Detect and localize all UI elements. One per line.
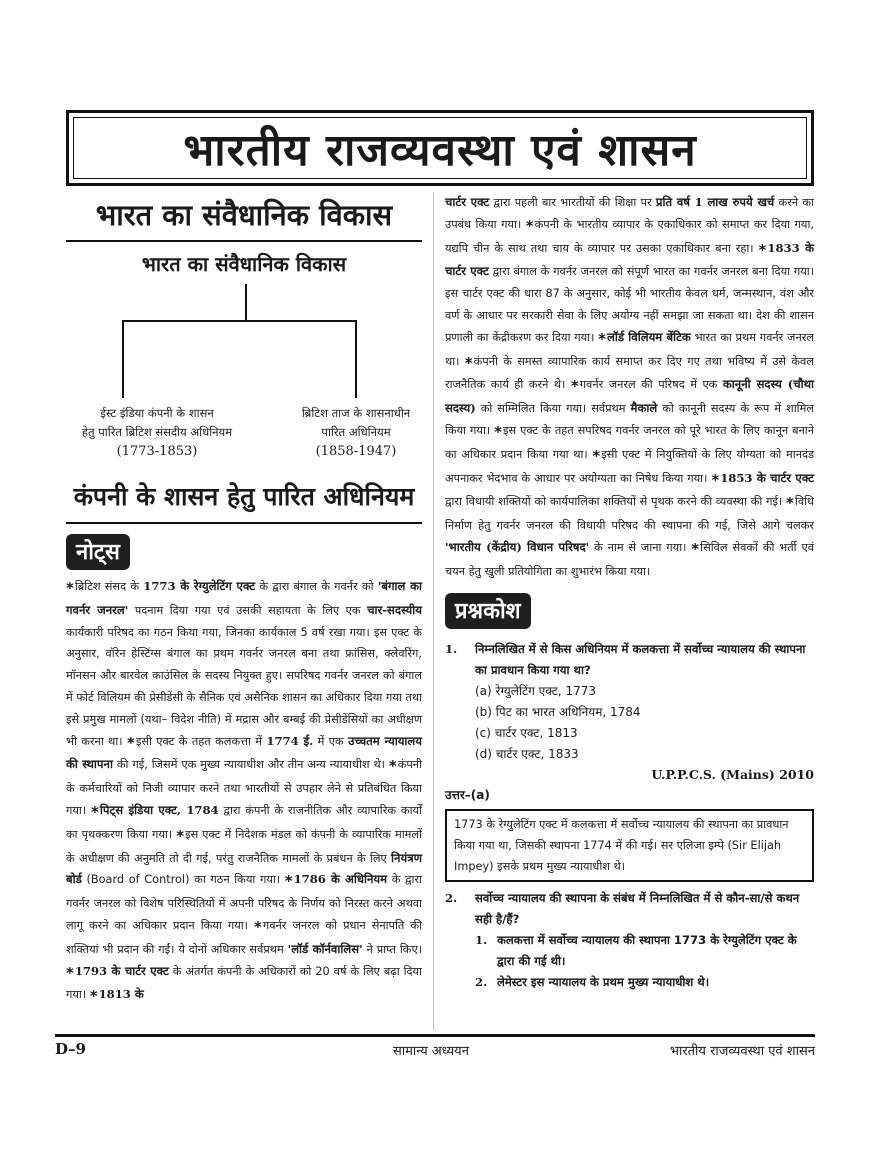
- text: द्वारा पहली बार भारतीयों की शिक्षा पर: [489, 196, 656, 209]
- option-b: (b) पिट का भारत अधिनियम, 1784: [475, 704, 641, 719]
- tree-right-drop-line: [355, 320, 357, 398]
- text: ने प्राप्त किए।: [362, 942, 422, 956]
- leaf-line: पारित अधिनियम: [321, 425, 391, 439]
- text: इस एक्ट में निदेशक मंडल को कंपनी के व्यापारिक मामलों के अधीक्षण की अनुमति तो दी गई, परंतु राजनैतिक मामलों के प्रबंधन के लिए: [66, 827, 422, 865]
- leaf-line: हेतु पारित ब्रिटिश संसदीय अधिनियम: [81, 425, 233, 439]
- highlight: 1853 के चार्टर एक्ट: [720, 470, 814, 485]
- bullet-star: *: [786, 494, 794, 513]
- text: करने का उपबंध किया गया।: [445, 196, 814, 231]
- statement-text: कलकत्ता में सर्वोच्च न्यायालय की स्थापना 1773 के रेग्युलेटिंग एक्ट के द्वारा की गई थी।: [497, 932, 797, 968]
- highlight: 1774 ई.: [266, 733, 314, 748]
- text: के नाम से जाना गया।: [589, 540, 692, 554]
- highlight: 'बंगाल का गवर्नर जनरल': [66, 579, 422, 617]
- highlight: 1793 के चार्टर एक्ट: [74, 963, 169, 978]
- option-d: (d) चार्टर एक्ट, 1833: [475, 746, 579, 761]
- text: द्वारा विधायी शक्तियों को कार्यपालिका शक्तियों से पृथक करने की व्यवस्था की गई।: [445, 495, 787, 509]
- text: को कानूनी सदस्य के रूप में शामिल किया गया।: [445, 402, 815, 437]
- highlight: 'लॉर्ड कॉर्नवालिस': [287, 941, 363, 956]
- text: इस एक्ट के तहत सपरिषद गवर्नर जनरल को पूरे भारत के लिए कानून बनाने का अधिकार प्रदान किया गया था।: [445, 423, 814, 461]
- text: के द्वारा बंगाल के गवर्नर को: [255, 580, 378, 593]
- highlight: मैकाले: [630, 401, 658, 416]
- page-title: भारतीय राजव्यवस्था एवं शासन: [183, 125, 697, 176]
- text: भारत का प्रथम गवर्नर जनरल था।: [445, 330, 814, 368]
- highlight: 'भारतीय (केंद्रीय) विधान परिषद': [445, 539, 590, 554]
- text: कार्यकारी परिषद का गठन किया गया, जिनका कार्यकाल 5 वर्ष रखा गया। इस एक्ट के अनुसार, वॉरेन हेस्टिंग्स बंगाल का प्रथम गवर्नर जनरल बना तथा फ्रांसिस, क्लेवरिंग, मॉनसन और बारवेल काउंसिल के सदस्य नियुक्त हुए। सपरिषद गवर्नर जनरल को बंगाल में फोर्ट विलियम की प्रेसीडेंसी के सैनिक एवं असैनिक शासन का अधिकार दिया गया तथा इसे प्रमुख मामलों (यथा– विदेश नीति) में मद्रास और बम्बई की प्रेसीडेंसियों का अधीक्षण भी करना था।: [66, 625, 422, 748]
- tree-stem-line: [245, 284, 247, 320]
- highlight: लॉर्ड विलियम बेंटिक: [607, 329, 691, 344]
- bullet-star: *: [592, 446, 601, 465]
- question-1: [445, 639, 814, 681]
- text: इसी एक्ट के तहत कलकत्ता में: [135, 734, 267, 748]
- column-divider: [433, 192, 434, 1030]
- question-1-options: [475, 681, 814, 765]
- footer-rule: [55, 1034, 815, 1037]
- tree-left-drop-line: [122, 320, 124, 398]
- highlight: चार्टर एक्ट: [445, 195, 490, 209]
- bullet-star: *: [284, 872, 293, 891]
- bullet-star: *: [570, 377, 579, 396]
- highlight: 1833 के चार्टर एक्ट: [445, 240, 814, 279]
- question-source: U.P.P.C.S. (Mains) 2010: [651, 766, 814, 782]
- question-2: [445, 888, 814, 930]
- option-c: (c) चार्टर एक्ट, 1813: [475, 725, 578, 740]
- text: सिविल सेवकों की भर्ती एवं चयन हेतु खुली प्रतियोगिता का शुभारंभ किया गया।: [445, 540, 814, 578]
- leaf-years: (1773-1853): [116, 444, 198, 459]
- statement-text: लेमेस्टर इस न्यायालय के प्रथम मुख्य न्यायाधीश थे।: [497, 974, 710, 989]
- tree-leaf-company-acts: [62, 404, 252, 461]
- tree-root-label: भारत का संवैधानिक विकास: [141, 252, 347, 276]
- text: में एक: [313, 734, 349, 748]
- notes-paragraph: [66, 576, 422, 1008]
- left-column: [66, 192, 422, 1008]
- question-text: निम्नलिखित में से किस अधिनियम में कलकत्ता में सर्वोच्च न्यायालय की स्थापना का प्रावधान किया गया था?: [475, 641, 806, 677]
- bullet-star: *: [126, 733, 135, 752]
- text: गवर्नर जनरल को प्रधान सेनापति की शक्तियां भी प्रदान की गईं। ये दोनों अधिकार सर्वप्रथम: [66, 918, 422, 956]
- page-title-inner-border: [73, 117, 807, 179]
- text: के अंतर्गत कंपनी के अधिकारों को 20 वर्ष के लिए बढ़ा दिया गया।: [66, 964, 422, 1002]
- bullet-star: *: [598, 329, 606, 348]
- highlight: 1773 के रेग्युलेटिंग एक्ट: [143, 579, 256, 593]
- leaf-line: ब्रिटिश ताज के शासनाधीन: [301, 406, 411, 420]
- bullet-star: *: [89, 987, 98, 1006]
- subsection-title: कंपनी के शासन हेतु पारित अधिनियम: [66, 474, 422, 524]
- text: के द्वारा गवर्नर जनरल को विशेष परिस्थितियों में अपनी परिषद के निर्णय को निरस्त करने अथवा लागू करने का अधिकार प्रदान किया गया।: [66, 873, 423, 932]
- leaf-line: ईस्ट इंडिया कंपनी के शासन: [100, 406, 214, 420]
- option-a: (a) रेग्युलेटिंग एक्ट, 1773: [475, 683, 597, 698]
- tree-leaf-crown-acts: [276, 404, 436, 461]
- text: इसी एक्ट में नियुक्तियों के लिए योग्यता को मानदंड अपनाकर भेदभाव के आधार पर अयोग्यता का निषेध किया गया।: [445, 447, 815, 485]
- text: विधि निर्माण हेतु गवर्नर जनरल की विधायी परिषद की स्थापना की गई, जिसे आगे चलकर: [445, 495, 814, 533]
- highlight: 1786 के अधिनियम: [293, 872, 388, 887]
- highlight: पिट्स इंडिया एक्ट, 1784: [99, 802, 219, 817]
- question-bank-badge: प्रश्नकोश: [445, 593, 531, 629]
- bullet-star: *: [525, 216, 534, 235]
- page-footer: [55, 1040, 815, 1062]
- text: गवर्नर जनरल की परिषद में एक: [579, 378, 723, 392]
- highlight: कानूनी सदस्य (चौथा सदस्य): [445, 377, 814, 416]
- right-column: [445, 192, 814, 993]
- bullet-star: *: [66, 963, 74, 982]
- text: को सम्मिलित किया गया। सर्वप्रथम: [475, 402, 631, 416]
- statement-2: [475, 972, 814, 993]
- highlight: उच्चतम न्यायालय की स्थापना: [66, 733, 423, 772]
- notes-paragraph-continued: [445, 192, 814, 583]
- notes-badge: नोट्स: [66, 534, 130, 570]
- bullet-star: *: [758, 240, 767, 259]
- bullet-star: *: [464, 353, 473, 372]
- footer-chapter: भारतीय राजव्यवस्था एवं शासन: [669, 1044, 815, 1059]
- text: कंपनी के समस्त व्यापारिक कार्य समाप्त कर दिए गए तथा भविष्य में उसे केवल राजनैतिक कार्य ही करने थे।: [445, 354, 814, 392]
- text: द्वारा बंगाल के गवर्नर जनरल को संपूर्ण भारत का गवर्नर जनरल बना दिया गया। इस चार्टर एक्ट की धारा 87 के अनुसार, कोई भी भारतीय केवल धर्म, जन्मस्थान, वंश और वर्ण के आधार पर सरकारी सेवा के लिए अयोग्य नहीं समझा जा सकता था। देश की शासन प्रणाली का केंद्रीकरण कर दिया गया।: [445, 265, 815, 344]
- text: द्वारा कंपनी के राजनीतिक और व्यापारिक कार्यों का पृथक्करण किया गया।: [66, 803, 422, 841]
- bullet-star: *: [388, 757, 397, 776]
- text: कंपनी के भारतीय व्यापार के एकाधिकार को समाप्त कर दिया गया, यद्यपि चीन के साथ तथा चाय के व्यापार पर उसका एकाधिकार बना रहा।: [445, 217, 814, 255]
- bullet-star: *: [91, 802, 99, 821]
- section-title: भारत का संवैधानिक विकास: [66, 192, 422, 242]
- bullet-star: *: [254, 917, 262, 936]
- highlight: नियंत्रण बोर्ड: [66, 850, 422, 887]
- text: कंपनी के कर्मचारियों को निजी व्यापार करने तथा भारतीयों से उपहार लेने से प्रतिबंधित किया गया।: [66, 758, 423, 817]
- bullet-star: *: [176, 826, 185, 845]
- highlight: 1813 के: [98, 987, 144, 1002]
- page-title-box: [66, 110, 814, 186]
- highlight: चार-सदस्यीय: [367, 602, 422, 617]
- leaf-years: (1858-1947): [315, 444, 397, 459]
- tree-branch-line: [122, 320, 356, 322]
- text: की गई, जिसमें एक मुख्य न्यायाधीश और तीन अन्य न्यायाधीश थे।: [112, 758, 389, 772]
- page-number: D–9: [55, 1040, 86, 1058]
- bullet-star: *: [711, 470, 720, 489]
- statement-number: 1.: [475, 932, 488, 947]
- evolution-tree-diagram: [66, 242, 422, 474]
- bullet-star: *: [494, 422, 502, 441]
- answer-label: उत्तर–(a): [445, 787, 490, 802]
- question-number: 1.: [445, 641, 458, 656]
- footer-subject: सामान्य अध्ययन: [393, 1044, 469, 1059]
- question-number: 2.: [445, 890, 458, 905]
- question-text: सर्वोच्च न्यायालय की स्थापना के संबंध में निम्नलिखित में से कौन-सा/से कथन सही है/हैं?: [475, 890, 800, 926]
- text: (Board of Control) का गठन किया गया।: [81, 873, 285, 887]
- text: पदनाम दिया गया एवं उसकी सहायता के लिए एक: [128, 603, 368, 617]
- bullet-star: *: [66, 579, 74, 597]
- text: ब्रिटिश संसद के: [74, 580, 144, 593]
- answer-explanation-box: 1773 के रेग्युलेटिंग एक्ट में कलकत्ता में सर्वोच्च न्यायालय की स्थापना का प्रावधान किया गया था, जिसकी स्थापना 1774 में की गई। सर एलिजा इम्पे (Sir Elijah Impey) इसके प्रथम मुख्य न्यायाधीश थे।: [445, 809, 814, 882]
- highlight: प्रति वर्ष 1 लाख रुपये खर्च: [655, 195, 775, 209]
- statement-number: 2.: [475, 974, 488, 989]
- statement-1: [475, 930, 814, 972]
- bullet-star: *: [691, 539, 700, 558]
